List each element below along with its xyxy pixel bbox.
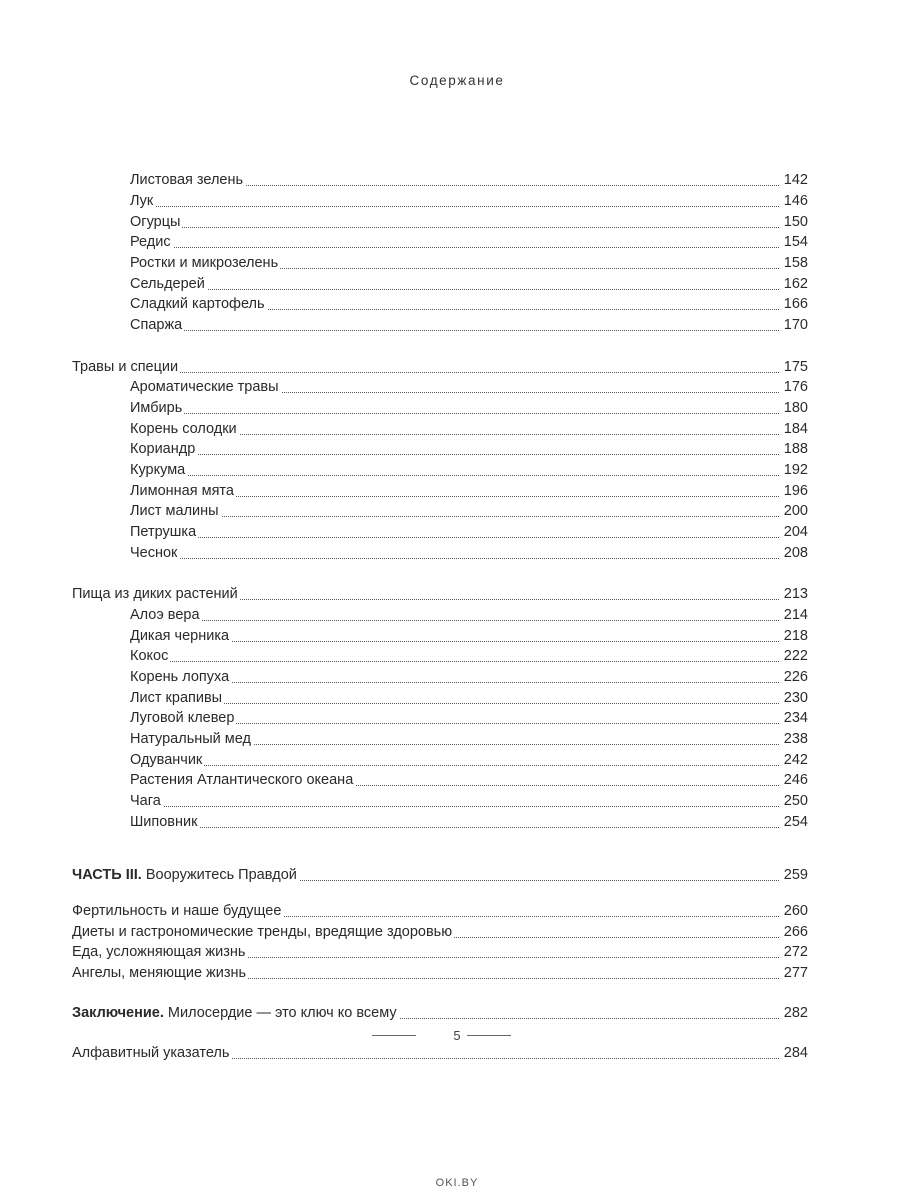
toc-entry-page: 184 <box>783 419 808 440</box>
toc-entry-page: 226 <box>783 667 808 688</box>
toc-entry-page: 222 <box>783 646 808 667</box>
toc-entry <box>0 522 914 543</box>
toc-entry-page: 200 <box>783 501 808 522</box>
toc-entry-page: 204 <box>783 522 808 543</box>
toc-entry-page: 246 <box>783 770 808 791</box>
toc-entry-title: Диеты и гастрономические тренды, вредящие здоровью <box>72 922 454 943</box>
toc-entry <box>0 439 914 460</box>
toc-entry-page: 170 <box>783 315 808 336</box>
toc-section-page: 213 <box>783 584 808 605</box>
toc-entry <box>0 605 914 626</box>
toc-entry <box>0 688 914 709</box>
toc-entry-page: 158 <box>783 253 808 274</box>
toc-index <box>0 1043 914 1064</box>
toc-entry-title: Лист крапивы <box>130 688 224 709</box>
toc-entry <box>0 942 914 963</box>
toc-entry-title: Сладкий картофель <box>130 294 267 315</box>
toc-entry-title: Корень солодки <box>130 419 239 440</box>
toc-entry <box>0 963 914 984</box>
toc-entry-page: 230 <box>783 688 808 709</box>
toc-entry <box>0 315 914 336</box>
toc-conclusion-text: Милосердие — это ключ ко всему <box>163 1005 397 1021</box>
toc-entry <box>0 708 914 729</box>
toc-entry <box>0 274 914 295</box>
toc-entry-title: Одуванчик <box>130 750 204 771</box>
toc-entry-title: Лук <box>130 191 155 212</box>
toc-entry <box>0 729 914 750</box>
toc-entry <box>0 901 914 922</box>
toc-entry <box>0 232 914 253</box>
toc-entry <box>0 646 914 667</box>
footer-rule-right <box>467 1035 511 1036</box>
toc-entry-title: Огурцы <box>130 212 182 233</box>
toc-entry <box>0 191 914 212</box>
toc-entry-page: 166 <box>783 294 808 315</box>
toc-part-title <box>72 865 299 886</box>
toc-entry <box>0 294 914 315</box>
toc-entry-page: 162 <box>783 274 808 295</box>
toc-entry <box>0 481 914 502</box>
toc-entry-title: Редис <box>130 232 173 253</box>
toc-index-title: Алфавитный указатель <box>72 1043 231 1064</box>
toc-entry-page: 218 <box>783 626 808 647</box>
toc-entry-page: 272 <box>783 942 808 963</box>
toc-entry-page: 188 <box>783 439 808 460</box>
toc-section-title: Травы и специи <box>72 357 180 378</box>
watermark: OKI.BY <box>435 1177 479 1189</box>
toc-part-text: Вооружитесь Правдой <box>141 867 297 883</box>
toc-entry-title: Куркума <box>130 460 187 481</box>
toc-entry-title: Шиповник <box>130 812 199 833</box>
toc-entry-title: Еда, усложняющая жизнь <box>72 942 247 963</box>
toc-entry <box>0 922 914 943</box>
toc-entry-title: Алоэ вера <box>130 605 202 626</box>
toc-section <box>0 584 914 605</box>
toc-entry <box>0 170 914 191</box>
toc-entry-title: Чага <box>130 791 163 812</box>
toc-entry <box>0 460 914 481</box>
toc-entry-title: Натуральный мед <box>130 729 253 750</box>
toc-entry-title: Имбирь <box>130 398 184 419</box>
toc-entry-page: 180 <box>783 398 808 419</box>
toc-entry-title: Кориандр <box>130 439 197 460</box>
toc-entry-title: Петрушка <box>130 522 198 543</box>
toc-section <box>0 357 914 378</box>
toc-conclusion-label: Заключение. <box>72 1005 164 1021</box>
toc-entry-page: 146 <box>783 191 808 212</box>
toc-conclusion-page: 282 <box>783 1003 808 1024</box>
toc-entry-page: 250 <box>783 791 808 812</box>
toc-entry-page: 277 <box>783 963 808 984</box>
toc-entry-title: Фертильность и наше будущее <box>72 901 283 922</box>
page-number: 5 <box>453 1028 461 1043</box>
toc-index-page: 284 <box>783 1043 808 1064</box>
toc-entry-page: 208 <box>783 543 808 564</box>
toc-entry-title: Чеснок <box>130 543 179 564</box>
toc-entry-title: Ангелы, меняющие жизнь <box>72 963 248 984</box>
toc-entry-title: Корень лопуха <box>130 667 231 688</box>
toc-entry-title: Спаржа <box>130 315 184 336</box>
page-header: Содержание <box>409 73 505 88</box>
toc-conclusion-title <box>72 1003 399 1024</box>
toc-entry-title: Ростки и микрозелень <box>130 253 280 274</box>
toc-entry-page: 176 <box>783 377 808 398</box>
toc-entry-title: Ароматические травы <box>130 377 281 398</box>
toc-entry-page: 254 <box>783 812 808 833</box>
toc-entry <box>0 501 914 522</box>
toc-part-page: 259 <box>783 865 808 886</box>
toc-entry <box>0 253 914 274</box>
toc-entry <box>0 543 914 564</box>
toc-part <box>0 865 914 886</box>
toc-entry <box>0 812 914 833</box>
toc-section-page: 175 <box>783 357 808 378</box>
toc-entry <box>0 791 914 812</box>
toc-entry <box>0 667 914 688</box>
toc-entry-title: Луговой клевер <box>130 708 236 729</box>
toc-entry-title: Сельдерей <box>130 274 207 295</box>
toc-entry-page: 142 <box>783 170 808 191</box>
toc-entry-page: 192 <box>783 460 808 481</box>
toc-entry-page: 154 <box>783 232 808 253</box>
toc-entry <box>0 377 914 398</box>
toc-entry <box>0 398 914 419</box>
toc-entry-page: 214 <box>783 605 808 626</box>
toc-entry <box>0 770 914 791</box>
toc-entry-page: 242 <box>783 750 808 771</box>
toc-conclusion <box>0 1003 914 1024</box>
toc-entry-page: 150 <box>783 212 808 233</box>
toc-entry-title: Дикая черника <box>130 626 231 647</box>
toc-entry-title: Кокос <box>130 646 170 667</box>
toc-entry-page: 260 <box>783 901 808 922</box>
toc-entry-title: Лимонная мята <box>130 481 236 502</box>
toc-section-title: Пища из диких растений <box>72 584 240 605</box>
toc-entry-title: Листовая зелень <box>130 170 245 191</box>
toc-entry-page: 234 <box>783 708 808 729</box>
toc-entry <box>0 750 914 771</box>
toc-entry-title: Растения Атлантического океана <box>130 770 355 791</box>
toc-entry-title: Лист малины <box>130 501 221 522</box>
toc-entry <box>0 626 914 647</box>
toc-part-label: ЧАСТЬ III. <box>72 867 142 883</box>
toc-entry <box>0 419 914 440</box>
toc-entry-page: 238 <box>783 729 808 750</box>
toc-entry <box>0 212 914 233</box>
toc-entry-page: 266 <box>783 922 808 943</box>
toc-entry-page: 196 <box>783 481 808 502</box>
